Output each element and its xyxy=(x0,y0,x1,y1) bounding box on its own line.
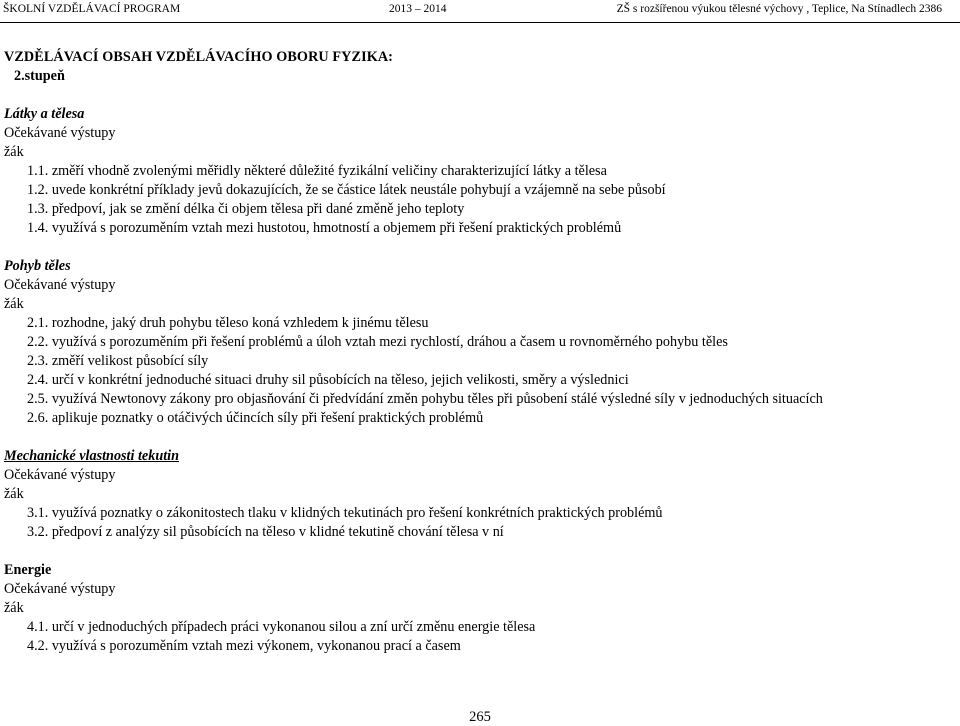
outcomes-label: Očekávané výstupy xyxy=(4,277,116,293)
page-header xyxy=(0,0,960,23)
section-energie xyxy=(4,561,959,656)
list-item: 2.4. určí v konkrétní jednoduché situaci druhy sil působících na těleso, jejich velikosti, směry a výslednici xyxy=(27,372,629,388)
list-item: 2.3. změří velikost působící síly xyxy=(27,353,209,369)
header-school-name: ZŠ s rozšířenou výukou tělesné výchovy , Teplice, Na Stínadlech 2386 xyxy=(616,3,942,15)
document-subtitle: 2.stupeň xyxy=(14,68,65,84)
list-item: 1.1. změří vhodně zvolenými měřidly některé důležité fyzikální veličiny charakterizující látky a tělesa xyxy=(27,163,607,179)
pupil-label: žák xyxy=(4,600,24,616)
document-body xyxy=(4,48,959,656)
list-item: 2.5. využívá Newtonovy zákony pro objasňování či předvídání změn pohybu těles při působení stálé výsledné síly v jednoduchých situacích xyxy=(27,391,823,407)
pupil-label: žák xyxy=(4,144,24,160)
section-heading: Látky a tělesa xyxy=(4,106,85,122)
list-item: 1.3. předpoví, jak se změní délka či objem tělesa při dané změně jeho teploty xyxy=(27,201,465,217)
section-heading: Pohyb těles xyxy=(4,258,71,274)
list-item: 2.6. aplikuje poznatky o otáčivých účincích síly při řešení praktických problémů xyxy=(27,410,484,426)
list-item: 1.4. využívá s porozuměním vztah mezi hustotou, hmotností a objemem při řešení praktických problémů xyxy=(27,220,622,236)
list-item: 2.1. rozhodne, jaký druh pohybu těleso koná vzhledem k jinému tělesu xyxy=(27,315,429,331)
page-number: 265 xyxy=(469,709,491,725)
list-item: 4.1. určí v jednoduchých případech práci vykonanou silou a zní určí změnu energie tělesa xyxy=(27,619,536,635)
header-school-year: 2013 – 2014 xyxy=(389,3,447,15)
list-item: 2.2. využívá s porozuměním při řešení problémů a úloh vztah mezi rychlostí, dráhou a časem u rovnoměrného pohybu těles xyxy=(27,334,728,350)
outcomes-label: Očekávané výstupy xyxy=(4,467,116,483)
section-heading: Mechanické vlastnosti tekutin xyxy=(4,448,179,464)
header-school-program: ŠKOLNÍ VZDĚLÁVACÍ PROGRAM xyxy=(3,3,181,15)
outcomes-label: Očekávané výstupy xyxy=(4,125,116,141)
pupil-label: žák xyxy=(4,296,24,312)
list-item: 4.2. využívá s porozuměním vztah mezi výkonem, vykonanou prací a časem xyxy=(27,638,461,654)
section-latky-a-telesa xyxy=(4,105,959,238)
section-pohyb-teles xyxy=(4,257,959,428)
outcomes-label: Očekávané výstupy xyxy=(4,581,116,597)
list-item: 3.2. předpoví z analýzy sil působících na těleso v klidné tekutině chování tělesa v ní xyxy=(27,524,504,540)
pupil-label: žák xyxy=(4,486,24,502)
list-item: 1.2. uvede konkrétní příklady jevů dokazujících, že se částice látek neustále pohybují a vzájemně na sebe působí xyxy=(27,182,666,198)
list-item: 3.1. využívá poznatky o zákonitostech tlaku v klidných tekutinách pro řešení konkrétních praktických problémů xyxy=(27,505,663,521)
document-title: VZDĚLÁVACÍ OBSAH VZDĚLÁVACÍHO OBORU FYZIKA: xyxy=(4,49,394,65)
section-heading: Energie xyxy=(4,562,52,578)
section-mechanicke-vlastnosti-tekutin xyxy=(4,447,959,542)
